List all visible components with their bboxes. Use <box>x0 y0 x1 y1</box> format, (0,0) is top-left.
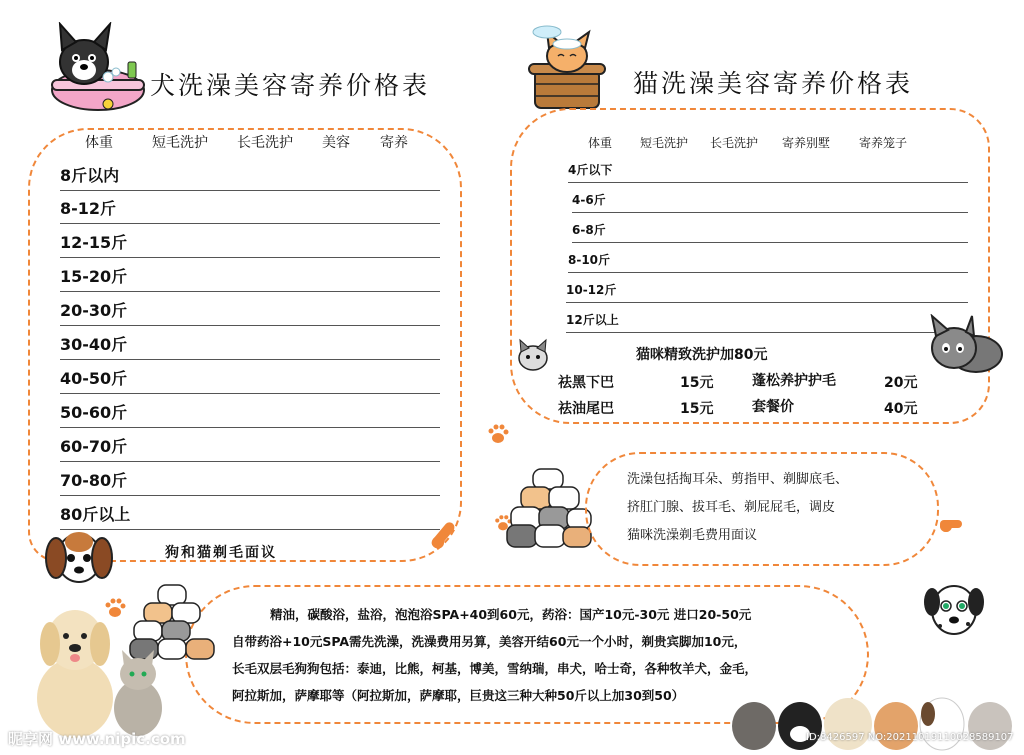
dog-row-weight: 30-40斤 <box>60 335 128 354</box>
cat-extra-price: 40元 <box>884 401 918 417</box>
dog-row <box>60 469 440 496</box>
small-cat-icon <box>514 338 552 372</box>
cat-extra-price: 15元 <box>680 375 714 391</box>
dog-shaving-note: 狗和猫剃毛面议 <box>165 545 277 561</box>
site-watermark: 昵享网 www.nipic.com <box>8 730 186 748</box>
puppy-kitten-photo <box>20 598 170 738</box>
cat-row-weight: 4斤以下 <box>568 163 613 177</box>
dog-row <box>60 435 440 462</box>
cat-header-villa: 寄养别墅 <box>782 136 831 150</box>
cat-row <box>566 310 968 333</box>
cat-row-weight: 4-6斤 <box>572 193 606 207</box>
dog-header-grooming: 美容 <box>322 135 350 151</box>
cat-extra-item: 祛黑下巴 <box>558 375 614 391</box>
bone-icon <box>940 520 962 528</box>
cat-price-title: 猫洗澡美容寄养价格表 <box>633 69 914 98</box>
cat-row <box>572 190 968 213</box>
id-watermark: ID:8426597 NO:20211019110028589107 <box>806 732 1014 743</box>
wash-note-line: 挤肛门腺、拔耳毛、剃屁屁毛，调皮 <box>627 500 836 515</box>
bottom-note-line: 阿拉斯加，萨摩耶等（阿拉斯加，萨摩耶，巨贵这三种大种50斤以上加30到50） <box>232 688 685 703</box>
dog-row <box>60 231 440 258</box>
cat-row-weight: 12斤以上 <box>566 313 619 327</box>
paw-icon <box>487 423 509 445</box>
cat-bath-illustration <box>525 24 607 112</box>
cat-row <box>568 250 968 273</box>
dog-row-weight: 20-30斤 <box>60 301 128 320</box>
dog-price-title: 犬洗澡美容寄养价格表 <box>150 71 431 100</box>
dog-row <box>60 503 440 530</box>
dog-price-panel <box>28 128 462 562</box>
cat-row <box>566 280 968 303</box>
cat-header-short-hair: 短毛洗护 <box>640 136 689 150</box>
dog-row <box>60 333 440 360</box>
dog-bath-illustration <box>48 22 148 117</box>
dog-row-weight: 15-20斤 <box>60 267 128 286</box>
wash-note-text <box>627 466 848 550</box>
dog-row <box>60 265 440 292</box>
cat-header-long-hair: 长毛洗护 <box>710 136 759 150</box>
cat-row <box>568 160 968 183</box>
dog-row <box>60 197 440 224</box>
dog-row <box>60 164 440 191</box>
cat-row <box>572 220 968 243</box>
bottom-note-line: 自带药浴+10元SPA需先洗澡，洗澡费用另算，美容开结60元一个小时，剃贵宾脚加10元， <box>232 634 747 649</box>
dog-row-weight: 8-12斤 <box>60 199 117 218</box>
cat-extra-price: 15元 <box>680 401 714 417</box>
cat-extra-price: 20元 <box>884 375 918 391</box>
bottom-note-line: 精油，碳酸浴，盐浴，泡泡浴SPA+40到60元，药浴：国产10元-30元 进口20-50元 <box>270 607 752 622</box>
wash-note-bubble <box>585 452 939 566</box>
cat-price-panel <box>510 108 990 424</box>
dog-header-weight: 体重 <box>85 135 113 151</box>
cat-row-weight: 10-12斤 <box>566 283 617 297</box>
cat-row-weight: 8-10斤 <box>568 253 611 267</box>
dog-header-boarding: 寄养 <box>380 135 408 151</box>
dog-row-weight: 80斤以上 <box>60 505 131 524</box>
dog-header-short-hair: 短毛洗护 <box>152 135 208 151</box>
stacked-cats-illustration <box>505 465 595 550</box>
dog-row <box>60 401 440 428</box>
beagle-illustration <box>44 528 114 588</box>
dog-row-weight: 8斤以内 <box>60 166 120 185</box>
wash-note-line: 猫咪洗澡剃毛费用面议 <box>627 528 758 543</box>
dog-row-weight: 40-50斤 <box>60 369 128 388</box>
dog-header-long-hair: 长毛洗护 <box>237 135 293 151</box>
dog-row-weight: 60-70斤 <box>60 437 128 456</box>
cat-row-weight: 6-8斤 <box>572 223 606 237</box>
cat-extra-item: 祛油尾巴 <box>558 401 614 417</box>
dog-row-weight: 70-80斤 <box>60 471 128 490</box>
cat-header-cage: 寄养笼子 <box>859 136 908 150</box>
dog-row <box>60 367 440 394</box>
dog-row <box>60 299 440 326</box>
cat-header-weight: 体重 <box>588 136 613 150</box>
dalmatian-illustration <box>922 576 986 644</box>
bottom-note-line: 长毛双层毛狗狗包括：泰迪，比熊，柯基，博美，雪纳瑞，串犬，哈士奇，各种牧羊犬，金毛， <box>232 661 758 676</box>
grey-cat-illustration <box>926 314 1004 376</box>
wash-note-line: 洗澡包括掏耳朵、剪指甲、剃脚底毛、 <box>627 472 849 487</box>
dog-row-weight: 12-15斤 <box>60 233 128 252</box>
cat-extra-item: 蓬松养护护毛 <box>752 373 836 389</box>
dog-row-weight: 50-60斤 <box>60 403 128 422</box>
cat-extra-title: 猫咪精致洗护加80元 <box>636 347 768 363</box>
cat-extra-item: 套餐价 <box>752 399 794 415</box>
